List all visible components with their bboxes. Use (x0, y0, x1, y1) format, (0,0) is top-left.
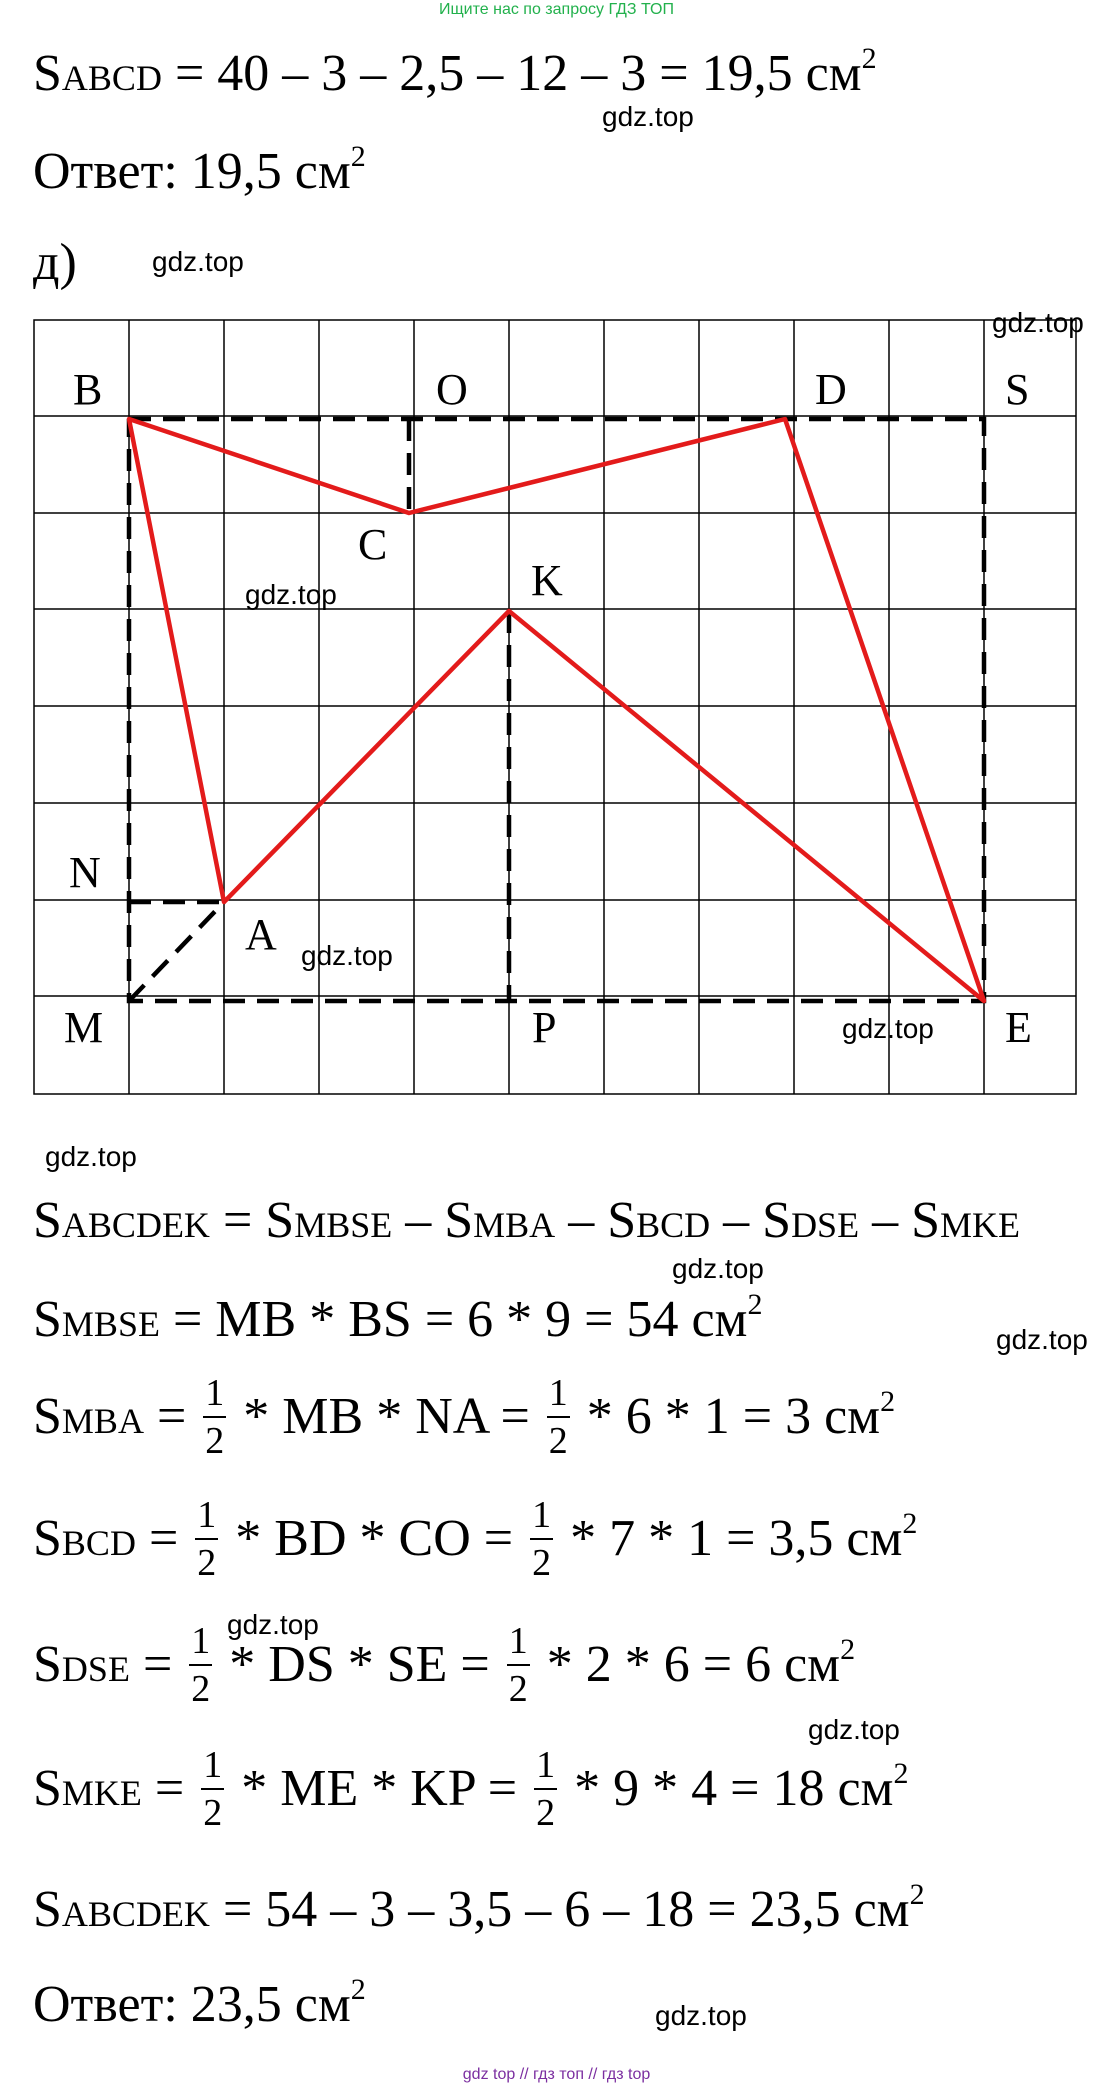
symbol-s: S (33, 1881, 62, 1938)
symbol-s: S (33, 45, 62, 102)
formula-mke (33, 1744, 909, 1836)
numerator: 1 (547, 1374, 570, 1418)
subscript: DSE (61, 1648, 130, 1689)
label-p: P (532, 1003, 557, 1052)
superscript: 2 (747, 1288, 763, 1321)
label-k: K (531, 556, 563, 605)
subscript: MBSE (61, 1304, 160, 1344)
symbol-s: S (33, 1759, 62, 1817)
formula-body: – S (392, 1192, 474, 1249)
label-d: D (815, 365, 847, 414)
formula-body: = MB * BS = 6 * 9 = 54 см (159, 1291, 748, 1348)
watermark: gdz.top (672, 1253, 764, 1284)
fraction-half (547, 1374, 570, 1460)
subscript: BCD (61, 1522, 136, 1563)
subscript: ABCDEK (61, 1894, 210, 1934)
footer-links[interactable]: gdz top // гдз топ // гдз top (462, 2066, 651, 2083)
fraction-half (201, 1746, 224, 1832)
fraction-half (530, 1496, 553, 1582)
numerator: 1 (189, 1622, 212, 1666)
superscript: 2 (840, 1632, 856, 1666)
numerator: 1 (530, 1496, 553, 1540)
subscript: ABCDEK (61, 1205, 210, 1245)
watermark: gdz.top (992, 307, 1084, 338)
denominator: 2 (205, 1420, 225, 1462)
formula-bcd (33, 1494, 918, 1586)
denominator: 2 (536, 1792, 556, 1834)
superscript: 2 (909, 1878, 925, 1911)
subscript: DSE (791, 1205, 860, 1245)
answer-text: Ответ: 23,5 см (33, 1976, 351, 2033)
denominator: 2 (532, 1542, 552, 1584)
formula-body: = 54 – 3 – 3,5 – 6 – 18 = 23,5 см (209, 1881, 910, 1938)
symbol-s: S (33, 1291, 62, 1348)
watermark: gdz.top (45, 1141, 137, 1172)
label-a: A (245, 910, 277, 959)
formula-abcdek-result (33, 1880, 925, 1936)
subscript: MBA (473, 1205, 556, 1245)
fraction-half (203, 1374, 226, 1460)
point-labels (64, 365, 1032, 1052)
watermark: gdz.top (842, 1013, 934, 1044)
answer-text: Ответ: 19,5 см (33, 143, 351, 200)
formula-body: * 2 * 6 = 6 см (533, 1635, 841, 1693)
denominator: 2 (197, 1542, 217, 1584)
formula-body: = (141, 1759, 198, 1817)
formula-abcdek-def (33, 1192, 1020, 1249)
formula-body: = 40 – 3 – 2,5 – 12 – 3 = 19,5 см (161, 45, 862, 102)
subscript: BCD (636, 1205, 711, 1245)
formula-abcd (33, 44, 877, 100)
answer-prev (33, 142, 366, 198)
label-e: E (1005, 1003, 1032, 1052)
subscript: MBA (61, 1400, 144, 1441)
part-label: д) (33, 234, 77, 291)
formula-body: * 9 * 4 = 18 см (561, 1759, 894, 1817)
formula-body: = (135, 1509, 192, 1567)
label-s: S (1005, 365, 1030, 414)
symbol-s: S (33, 1192, 62, 1249)
formula-body: = S (209, 1192, 295, 1249)
fraction-half (507, 1622, 530, 1708)
label-n: N (69, 848, 101, 897)
numerator: 1 (201, 1746, 224, 1790)
watermark: gdz.top (245, 579, 337, 610)
numerator: 1 (195, 1496, 218, 1540)
formula-mba (33, 1372, 896, 1464)
superscript: 2 (902, 1506, 918, 1540)
label-c: C (358, 520, 388, 569)
label-b: B (73, 365, 103, 414)
formula-body: * 7 * 1 = 3,5 см (557, 1509, 903, 1567)
fraction-half (534, 1746, 557, 1832)
formula-body: * BD * CO = (222, 1509, 527, 1567)
fraction-half (189, 1622, 212, 1708)
symbol-s: S (33, 1635, 62, 1693)
numerator: 1 (507, 1622, 530, 1666)
numerator: 1 (203, 1374, 226, 1418)
formula-body: = (129, 1635, 186, 1693)
answer-final (33, 1975, 366, 2031)
symbol-s: S (33, 1509, 62, 1567)
numerator: 1 (534, 1746, 557, 1790)
formula-body: – S (710, 1192, 792, 1249)
watermark: gdz.top (152, 246, 244, 277)
watermark: gdz.top (655, 2000, 747, 2031)
formula-body: – S (859, 1192, 940, 1249)
symbol-s: S (33, 1387, 62, 1445)
watermark: gdz.top (996, 1324, 1088, 1355)
formula-body: * DS * SE = (216, 1635, 503, 1693)
formula-body: * 6 * 1 = 3 см (573, 1387, 881, 1445)
formula-body: * MB * NA = (230, 1387, 543, 1445)
grid (34, 320, 1076, 1094)
superscript: 2 (880, 1384, 896, 1418)
watermark: gdz.top (602, 101, 694, 132)
formula-body: * ME * KP = (228, 1759, 531, 1817)
search-hint-link[interactable]: Ищите нас по запросу ГДЗ ТОП (439, 1, 674, 18)
formula-body: – S (555, 1192, 637, 1249)
fraction-half (195, 1496, 218, 1582)
subscript: MBSE (294, 1205, 393, 1245)
denominator: 2 (508, 1668, 528, 1710)
subscript: ABCD (61, 58, 162, 98)
denominator: 2 (548, 1420, 568, 1462)
watermark: gdz.top (301, 940, 393, 971)
superscript: 2 (350, 1973, 366, 2006)
watermark: gdz.top (227, 1609, 319, 1640)
denominator: 2 (191, 1668, 211, 1710)
formula-body: = (143, 1387, 200, 1445)
label-m: M (64, 1003, 104, 1052)
superscript: 2 (350, 140, 366, 173)
subscript: MKE (940, 1205, 1020, 1245)
formula-mbse (33, 1290, 762, 1346)
watermark: gdz.top (808, 1714, 900, 1745)
geometry-figure (33, 319, 1079, 1095)
denominator: 2 (203, 1792, 223, 1834)
subscript: MKE (61, 1772, 142, 1813)
label-o: O (436, 365, 468, 414)
superscript: 2 (861, 42, 877, 75)
superscript: 2 (893, 1756, 909, 1790)
